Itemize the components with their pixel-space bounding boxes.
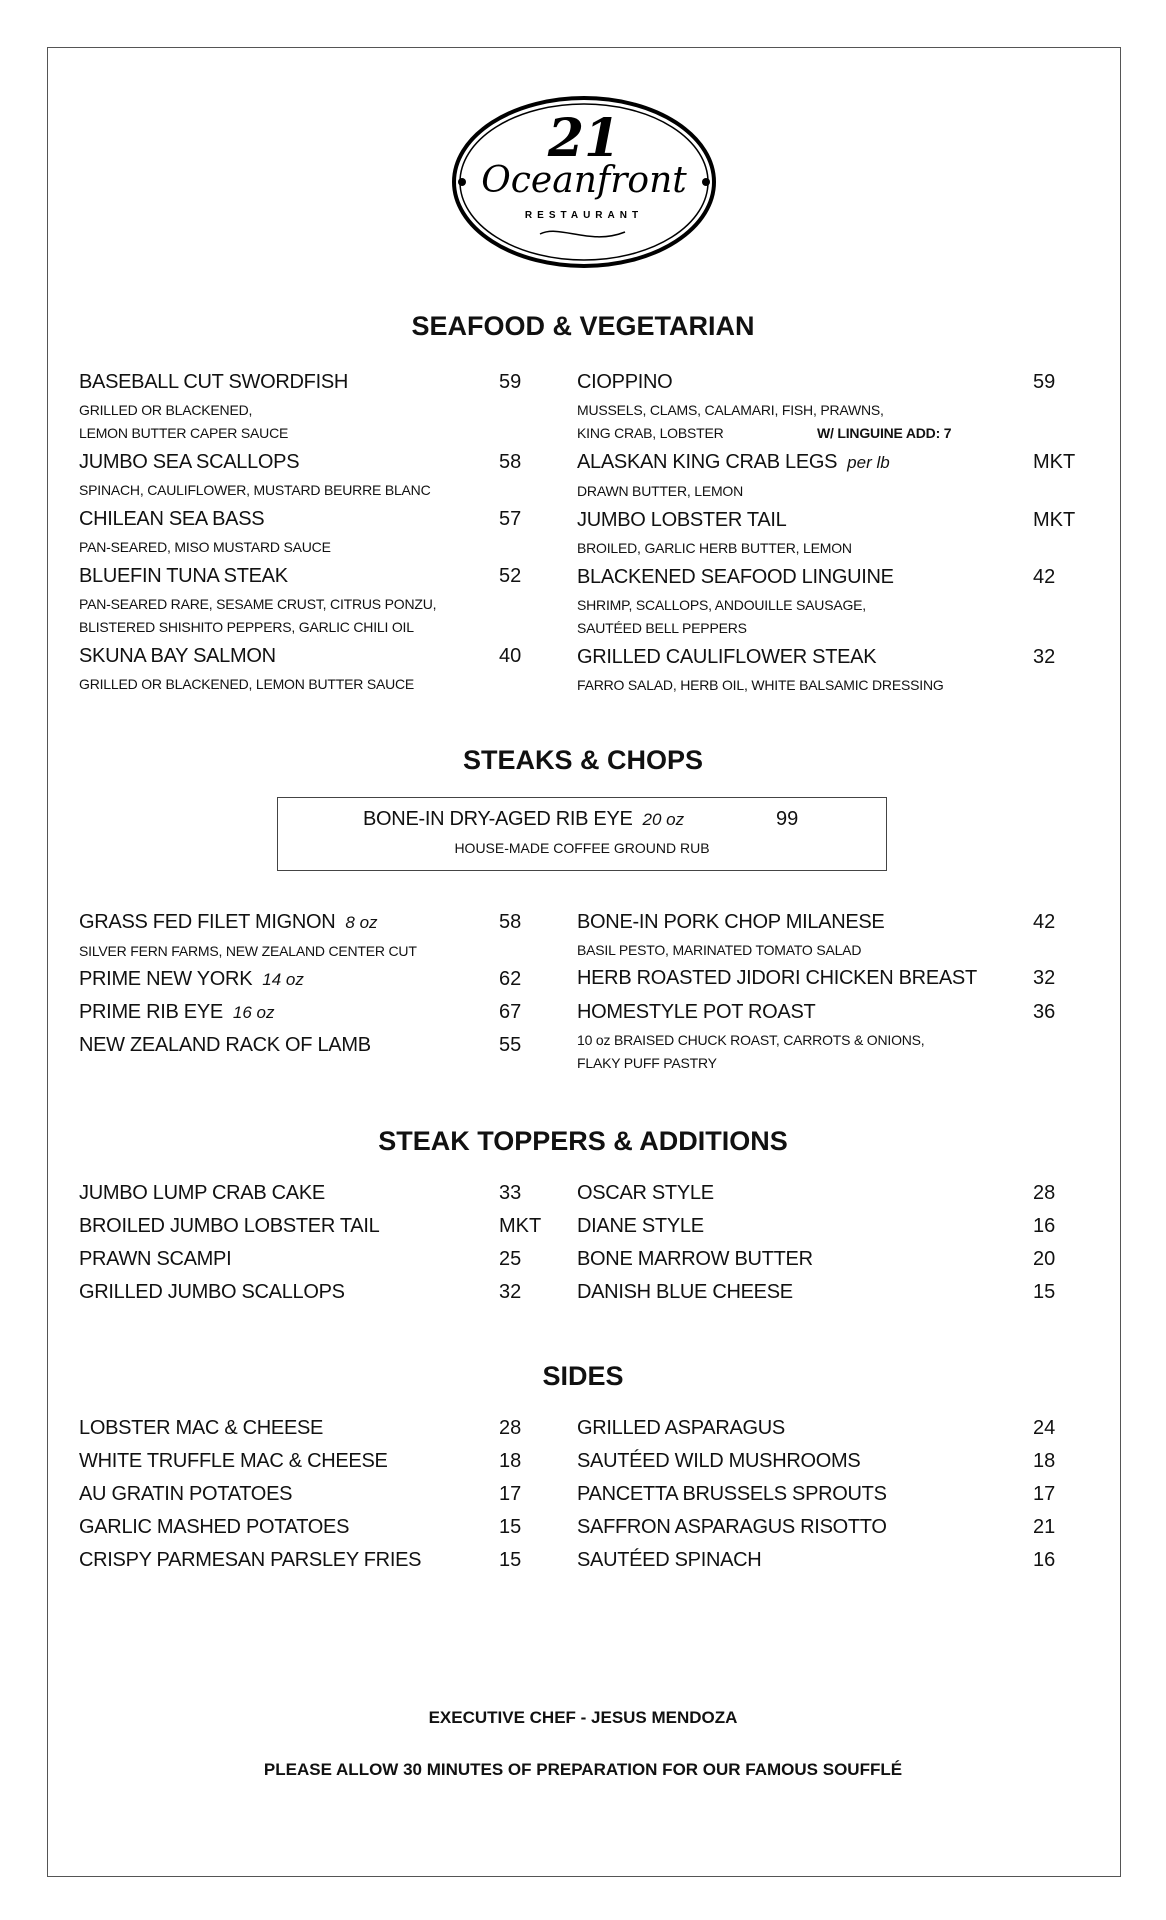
item-name — [577, 1276, 813, 1309]
item-description: FARRO SALAD, HERB OIL, WHITE BALSAMIC DRESSING — [577, 677, 944, 693]
menu-column-right — [577, 1412, 1056, 1577]
item-description: SHRIMP, SCALLOPS, ANDOUILLE SAUSAGE, — [577, 597, 866, 613]
item-name — [577, 1445, 887, 1478]
item-description: GRILLED OR BLACKENED, LEMON BUTTER SAUCE — [79, 676, 415, 692]
menu-column-right — [577, 365, 1076, 697]
menu-item — [577, 1243, 1056, 1276]
item-name — [79, 1478, 421, 1511]
item-price: 59 — [499, 371, 522, 393]
item-description-line — [577, 422, 952, 445]
item-description: HOUSE-MADE COFFEE GROUND RUB — [454, 840, 710, 856]
item-description: SAUTÉED BELL PEPPERS — [577, 620, 747, 636]
item-name — [79, 1412, 421, 1445]
svg-text:RESTAURANT: RESTAURANT — [524, 210, 644, 221]
item-price: 52 — [499, 565, 522, 587]
menu-item — [577, 1177, 1056, 1210]
item-name-text: DIANE STYLE — [577, 1215, 704, 1237]
menu-item — [577, 1276, 1056, 1309]
item-description: LEMON BUTTER CAPER SAUCE — [79, 425, 289, 441]
menu-column-right — [577, 905, 1056, 1075]
item-name-text: GARLIC MASHED POTATOES — [79, 1516, 350, 1538]
item-name-text: JUMBO LOBSTER TAIL — [577, 509, 787, 531]
item-description: BLISTERED SHISHITO PEPPERS, GARLIC CHILI OIL — [79, 619, 414, 635]
menu-item — [79, 639, 522, 696]
item-name-text: HOMESTYLE POT ROAST — [577, 1001, 816, 1023]
item-price: 59 — [1033, 371, 1056, 393]
item-price: 55 — [499, 1034, 522, 1056]
executive-chef: EXECUTIVE CHEF - JESUS MENDOZA — [428, 1708, 738, 1727]
item-price: 24 — [1033, 1417, 1056, 1439]
item-price: 20 — [1033, 1248, 1056, 1270]
menu-item — [79, 1412, 522, 1445]
item-description: 10 oz BRAISED CHUCK ROAST, CARROTS & ONIONS, — [577, 1032, 925, 1048]
item-size: 14 oz — [262, 970, 304, 989]
item-description: BASIL PESTO, MARINATED TOMATO SALAD — [577, 942, 862, 958]
item-price: 32 — [1033, 646, 1056, 668]
item-price: 40 — [499, 645, 522, 667]
item-name-text: BLACKENED SEAFOOD LINGUINE — [577, 566, 894, 588]
item-name — [577, 1412, 887, 1445]
item-price: 62 — [499, 968, 522, 990]
item-name — [79, 1243, 379, 1276]
item-price: MKT — [1033, 509, 1076, 531]
item-price: 67 — [499, 1001, 522, 1023]
item-name — [79, 1511, 421, 1544]
menu-item — [577, 640, 1056, 697]
item-name — [577, 1478, 887, 1511]
item-name-text: LOBSTER MAC & CHEESE — [79, 1417, 324, 1439]
section-heading: STEAKS & CHOPS — [462, 745, 704, 775]
menu-item — [79, 1029, 522, 1062]
item-description: GRILLED OR BLACKENED, — [79, 402, 253, 418]
item-price: 99 — [776, 808, 799, 830]
item-name — [79, 445, 436, 479]
item-name — [79, 1445, 421, 1478]
item-name — [577, 640, 944, 674]
menu-item — [577, 1210, 1056, 1243]
menu-item — [577, 1511, 1056, 1544]
item-name — [79, 1276, 379, 1309]
item-name-text: AU GRATIN POTATOES — [79, 1483, 293, 1505]
item-name — [79, 1544, 421, 1577]
item-name-text: BONE MARROW BUTTER — [577, 1248, 813, 1270]
item-name-text: JUMBO SEA SCALLOPS — [79, 451, 300, 473]
item-name-text: GRILLED ASPARAGUS — [577, 1417, 785, 1439]
item-name-text: WHITE TRUFFLE MAC & CHEESE — [79, 1450, 388, 1472]
item-name-text: CRISPY PARMESAN PARSLEY FRIES — [79, 1549, 422, 1571]
item-name — [79, 559, 436, 593]
menu-column-left — [79, 1412, 522, 1577]
menu-item — [79, 1243, 522, 1276]
menu-item — [577, 1544, 1056, 1577]
menu-item — [79, 1544, 522, 1577]
item-name — [577, 962, 977, 995]
item-name — [577, 1210, 813, 1243]
item-price: 17 — [499, 1483, 522, 1505]
item-name — [363, 804, 684, 835]
item-note: W/ LINGUINE ADD: 7 — [817, 425, 952, 441]
item-name — [577, 995, 977, 1029]
svg-text:21: 21 — [547, 108, 621, 169]
item-price: 32 — [499, 1281, 522, 1303]
menu-item — [79, 502, 522, 559]
item-price: 58 — [499, 911, 522, 933]
menu-item — [79, 1210, 542, 1243]
menu-item — [577, 962, 1056, 995]
item-name-text: JUMBO LUMP CRAB CAKE — [79, 1182, 325, 1204]
menu-item — [79, 1511, 522, 1544]
item-price: 16 — [1033, 1549, 1056, 1571]
item-name-text: PRIME RIB EYE — [79, 1001, 223, 1023]
item-name-text: SKUNA BAY SALMON — [79, 645, 276, 667]
item-name-text: GRILLED CAULIFLOWER STEAK — [577, 646, 877, 668]
menu-item — [79, 445, 522, 502]
item-price: 16 — [1033, 1215, 1056, 1237]
section-heading: SIDES — [542, 1361, 624, 1391]
item-description: BROILED, GARLIC HERB BUTTER, LEMON — [577, 540, 852, 556]
menu-column-right — [577, 1177, 1056, 1309]
menu-item — [577, 1445, 1056, 1478]
svg-text:Oceanfront: Oceanfront — [481, 160, 687, 201]
item-size: 8 oz — [345, 913, 378, 932]
item-name-text: BONE-IN DRY-AGED RIB EYE — [363, 808, 633, 830]
item-name-text: SAFFRON ASPARAGUS RISOTTO — [577, 1516, 887, 1538]
item-description: DRAWN BUTTER, LEMON — [577, 483, 744, 499]
featured-item — [277, 797, 887, 871]
item-name — [577, 905, 977, 939]
item-name-text: SAUTÉED SPINACH — [577, 1549, 762, 1571]
item-name-text: OSCAR STYLE — [577, 1182, 714, 1204]
item-name-text: PRIME NEW YORK — [79, 968, 253, 990]
item-name — [577, 1243, 813, 1276]
item-name — [577, 560, 944, 594]
item-name — [577, 1544, 887, 1577]
item-description: SPINACH, CAULIFLOWER, MUSTARD BEURRE BLANC — [79, 482, 431, 498]
item-name-text: BASEBALL CUT SWORDFISH — [79, 371, 349, 393]
item-name — [79, 963, 417, 996]
item-size: per lb — [847, 453, 890, 472]
item-name — [79, 1210, 379, 1243]
menu-item — [79, 996, 522, 1029]
restaurant-logo — [450, 94, 718, 270]
item-name — [577, 1177, 813, 1210]
item-name-text: HERB ROASTED JIDORI CHICKEN BREAST — [577, 967, 977, 989]
menu-item — [79, 365, 522, 445]
item-name — [79, 365, 436, 399]
menu-item — [577, 365, 1056, 445]
item-name-text: PANCETTA BRUSSELS SPROUTS — [577, 1483, 887, 1505]
menu-item — [577, 995, 1056, 1075]
item-name-text: SAUTÉED WILD MUSHROOMS — [577, 1450, 861, 1472]
item-price: 15 — [499, 1516, 522, 1538]
menu-item — [79, 905, 522, 963]
menu-item — [577, 1412, 1056, 1445]
item-price: 28 — [1033, 1182, 1056, 1204]
item-description: MUSSELS, CLAMS, CALAMARI, FISH, PRAWNS, — [577, 402, 884, 418]
item-price: 25 — [499, 1248, 522, 1270]
item-name-text: CIOPPINO — [577, 371, 673, 393]
item-name-text: NEW ZEALAND RACK OF LAMB — [79, 1034, 371, 1056]
item-price: 32 — [1033, 967, 1056, 989]
section-heading: SEAFOOD & VEGETARIAN — [411, 311, 755, 341]
menu-item — [79, 963, 522, 996]
item-name — [79, 502, 436, 536]
menu-item — [577, 1478, 1056, 1511]
item-description: PAN-SEARED, MISO MUSTARD SAUCE — [79, 539, 331, 555]
item-price: 57 — [499, 508, 522, 530]
menu-item — [577, 503, 1076, 560]
item-price: 58 — [499, 451, 522, 473]
item-name-text: BROILED JUMBO LOBSTER TAIL — [79, 1215, 380, 1237]
menu-item — [577, 445, 1076, 503]
item-price: 33 — [499, 1182, 522, 1204]
item-price: 17 — [1033, 1483, 1056, 1505]
item-price: 42 — [1033, 566, 1056, 588]
item-name — [79, 1029, 417, 1062]
item-description: KING CRAB, LOBSTER — [577, 425, 724, 441]
item-name — [79, 905, 417, 940]
menu-item — [577, 905, 1056, 962]
item-price: 15 — [499, 1549, 522, 1571]
item-name — [79, 996, 417, 1029]
item-name-text: GRILLED JUMBO SCALLOPS — [79, 1281, 345, 1303]
item-price: 42 — [1033, 911, 1056, 933]
item-price: 28 — [499, 1417, 522, 1439]
menu-column-left — [79, 1177, 542, 1309]
item-name — [79, 639, 436, 673]
item-size: 20 oz — [642, 810, 685, 829]
item-name-text: DANISH BLUE CHEESE — [577, 1281, 793, 1303]
item-price: MKT — [499, 1215, 542, 1237]
item-name-text: ALASKAN KING CRAB LEGS — [577, 451, 838, 473]
item-price: 21 — [1033, 1516, 1056, 1538]
menu-item — [79, 1445, 522, 1478]
item-name — [79, 1177, 379, 1210]
item-price: 18 — [1033, 1450, 1056, 1472]
menu-item — [577, 560, 1056, 640]
souffle-note: PLEASE ALLOW 30 MINUTES OF PREPARATION FOR OUR FAMOUS SOUFFLÉ — [263, 1760, 903, 1779]
item-name — [577, 1511, 887, 1544]
item-description: SILVER FERN FARMS, NEW ZEALAND CENTER CUT — [79, 943, 417, 959]
menu-item — [79, 1276, 522, 1309]
item-name-text: GRASS FED FILET MIGNON — [79, 911, 336, 933]
item-name-text: BLUEFIN TUNA STEAK — [79, 565, 288, 587]
item-price: 18 — [499, 1450, 522, 1472]
item-name — [577, 365, 944, 399]
item-name — [577, 503, 944, 537]
item-price: 15 — [1033, 1281, 1056, 1303]
item-description: PAN-SEARED RARE, SESAME CRUST, CITRUS PONZU, — [79, 596, 437, 612]
menu-column-left — [79, 905, 522, 1062]
menu-column-left — [79, 365, 522, 696]
menu-item — [79, 1478, 522, 1511]
item-name-text: BONE-IN PORK CHOP MILANESE — [577, 911, 885, 933]
item-size: 16 oz — [232, 1003, 275, 1022]
menu-item — [79, 1177, 522, 1210]
section-heading: STEAK TOPPERS & ADDITIONS — [378, 1126, 788, 1156]
menu-item — [79, 559, 522, 639]
item-price: 36 — [1033, 1001, 1056, 1023]
item-name — [577, 445, 944, 480]
item-price: MKT — [1033, 451, 1076, 473]
item-name-text: PRAWN SCAMPI — [79, 1248, 232, 1270]
item-name-text: CHILEAN SEA BASS — [79, 508, 265, 530]
item-description: FLAKY PUFF PASTRY — [577, 1055, 717, 1071]
